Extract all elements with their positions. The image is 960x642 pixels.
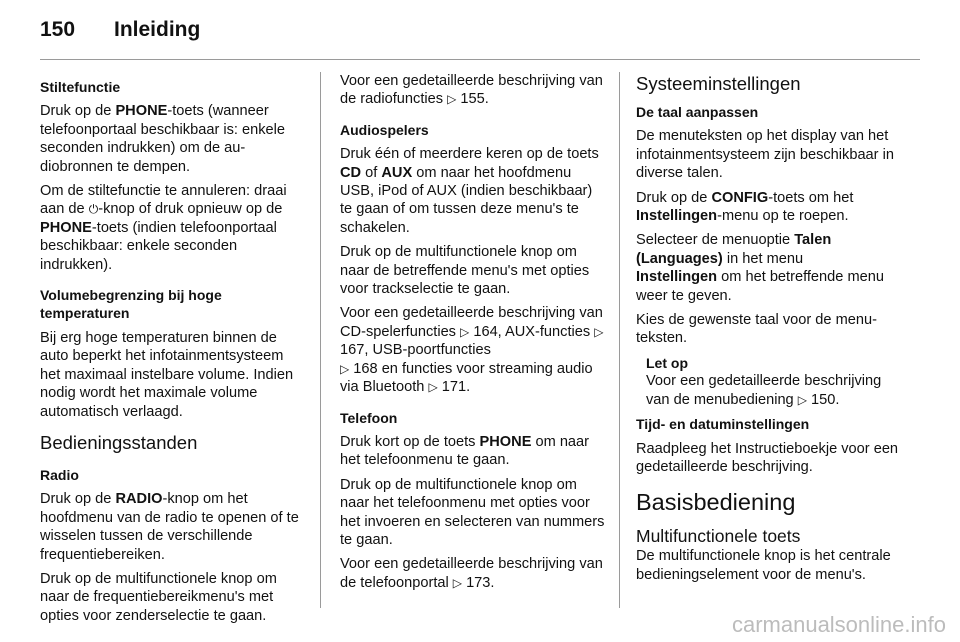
telefoon-heading: Telefoon	[340, 409, 398, 426]
page-number: 150	[40, 18, 76, 41]
page-reference-icon: ▷	[447, 92, 457, 107]
power-icon: ⏻	[88, 202, 99, 217]
lang-paragraph-1: De menuteksten op het display van het infotainmentsysteem zijn beschikbaar in diverse talen.	[636, 128, 894, 182]
column-divider-2	[619, 72, 620, 608]
tijd-datum-heading: Tijd- en datuminstellingen	[636, 416, 810, 433]
radio-reference-paragraph: Voor een gedetailleerde beschrijving van de radiofuncties ▷ 155.	[340, 73, 603, 108]
column-3	[636, 72, 906, 590]
radio-paragraph-2: Druk op de multifunctionele knop om naar de frequentiebereikmenu's met opties voor zenderselectie te gaan.	[40, 570, 277, 624]
config-key-label: CONFIG	[711, 189, 769, 206]
volume-heading: Volumebegrenzing bij hoge temperaturen	[40, 287, 222, 322]
audio-paragraph-3: Voor een gedetailleerde beschrijving van CD-spelerfuncties ▷ 164, AUX-functies ▷ 167, USB-poortfuncties ▷ 168 en functies voor streaming audio via Bluetooth ▷ 171.	[340, 305, 604, 396]
talen-option-label: Talen (Languages)	[636, 232, 832, 267]
multifunctionele-toets-heading: Multifunctionele toets	[636, 526, 801, 547]
page-reference-icon: ▷	[460, 324, 470, 339]
instellingen-menu-label: Instellingen	[636, 208, 718, 225]
stiltefunctie-paragraph-2: Om de stiltefunctie te annuleren: draai aan de ⏻-knop of druk opnieuw op de PHONE-toets (indien telefoonportaal beschikbaar: enkele seconden indrukken).	[40, 183, 287, 273]
radio-key-label: RADIO	[115, 491, 163, 508]
lang-paragraph-4: Kies de gewenste taal voor de menuteksten.	[636, 312, 877, 347]
phone-paragraph-3: Voor een gedetailleerde beschrijving van de telefoonportal ▷ 173.	[340, 556, 603, 591]
phone-key-label: PHONE	[40, 219, 92, 236]
column-2	[340, 72, 606, 598]
page-reference-icon: ▷	[452, 575, 463, 590]
watermark: carmanualsonline.info	[731, 612, 946, 637]
multi-paragraph: De multifunctionele knop is het centrale bedieningselement voor de menu's.	[636, 548, 891, 583]
time-paragraph: Raadpleeg het Instructieboekje voor een gedetailleerde beschrijving.	[636, 440, 899, 475]
note-box	[646, 354, 906, 409]
column-divider-1	[320, 72, 321, 608]
lang-paragraph-2: Druk op de CONFIG-toets om het Instellingen-menu op te roepen.	[636, 189, 854, 225]
taal-heading: De taal aanpassen	[636, 104, 759, 120]
phone-paragraph-2: Druk op de multifunctionele knop om naar het telefoonmenu met opties voor het invoeren en selecteren van nummers te gaan.	[340, 476, 605, 548]
radio-heading: Radio	[40, 466, 79, 483]
audio-paragraph-1: Druk één of meerdere keren op de toets CD of AUX om naar het hoofdmenu USB, iPod of AUX (indien beschikbaar) te gaan of om tussen deze menu's te schakelen.	[340, 146, 599, 236]
stiltefunctie-paragraph-1: Druk op de PHONE-toets (wanneer telefoonportaal beschikbaar is: enkele seconden indrukken) om de audiobronnen te dempen.	[40, 103, 286, 175]
page-reference-icon: ▷	[797, 392, 807, 407]
page-reference-icon: ▷	[428, 380, 438, 395]
cd-key-label: CD	[340, 164, 362, 181]
audio-paragraph-2: Druk op de multifunctionele knop om naar de betreffende menu's met opties voor trackselectie te gaan.	[340, 244, 590, 298]
radio-paragraph-1: Druk op de RADIO-knop om het hoofdmenu van de radio te openen of te wisselen tussen de verschillende frequentiebereiken.	[40, 491, 299, 563]
instellingen-menu-label: Instellingen	[636, 269, 718, 286]
phone-paragraph-1: Druk kort op de toets PHONE om naar het telefoonmenu te gaan.	[340, 433, 590, 469]
stiltefunctie-heading: Stiltefunctie	[40, 79, 121, 95]
phone-key-label: PHONE	[115, 103, 168, 120]
basisbediening-heading: Basisbediening	[636, 489, 796, 516]
page-title: Inleiding	[114, 18, 201, 41]
column-1	[40, 72, 306, 631]
header-divider	[40, 59, 920, 60]
audiospelers-heading: Audiospelers	[340, 121, 429, 138]
systeeminstellingen-heading: Systeeminstellingen	[636, 73, 801, 94]
volume-paragraph: Bij erg hoge temperaturen binnen de auto beperkt het infotainmentsysteem het maximaal instelbare volume. Indien nodig wordt het maximale volume automatisch verlaagd.	[40, 329, 294, 420]
lang-paragraph-3: Selecteer de menuoptie Talen (Languages) in het menu Instellingen om het betreffende menu weer te geven.	[636, 232, 884, 304]
page-reference-icon: ▷	[340, 361, 350, 376]
page-header	[40, 18, 920, 58]
note-title: Let op	[646, 354, 688, 371]
note-paragraph: Voor een gedetailleerde beschrijving van de menubediening ▷ 150.	[646, 373, 882, 408]
aux-key-label: AUX	[381, 164, 413, 181]
bedieningsstanden-heading: Bedieningsstanden	[40, 431, 198, 453]
phone-key-label: PHONE	[479, 433, 532, 450]
page-reference-icon: ▷	[594, 324, 604, 339]
